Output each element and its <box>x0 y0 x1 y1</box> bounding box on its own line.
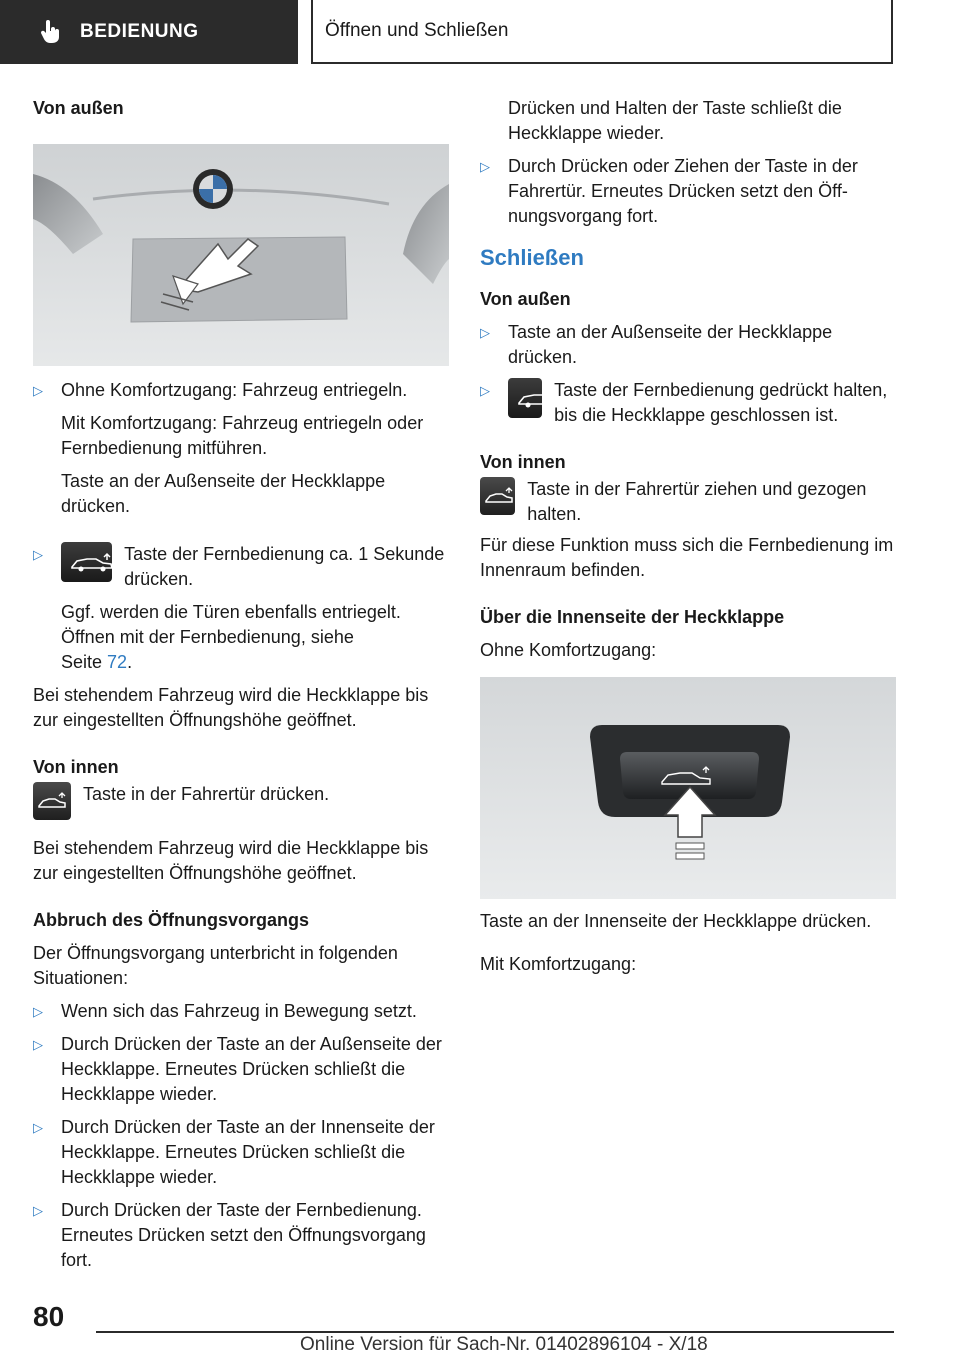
paragraph: Ohne Komfortzugang: <box>480 640 657 660</box>
paragraph: Bei stehendem Fahrzeug wird die Heckklappe bis zur eingestellten Öffnungshöhe geöffnet. <box>33 685 429 730</box>
list-item <box>33 999 449 1024</box>
left-column <box>33 96 449 1273</box>
inner-button-row <box>480 477 896 527</box>
chapter-title: Öffnen und Schließen <box>325 20 509 41</box>
paragraph: Für diese Funktion muss sich die Fernbedienung im Innenraum befinden. <box>480 535 894 580</box>
triangle-bullet-icon: ▷ <box>33 1004 43 1019</box>
triangle-bullet-icon: ▷ <box>33 547 43 562</box>
inner-button-text: Taste in der Fahrertür ziehen und gezogen halten. <box>527 479 867 524</box>
list-item-text: Taste an der Außenseite der Heckklappe drücken. <box>508 322 833 367</box>
list-item <box>33 1198 449 1273</box>
list-item-subtext: Mit Komfortzugang: Fahrzeug entriegeln oder Fernbedienung mitführen. <box>61 413 424 458</box>
list-item-subtext: Taste an der Außenseite der Heckklappe drücken. <box>61 471 386 516</box>
list-item <box>33 1032 449 1107</box>
triangle-bullet-icon: ▷ <box>33 1203 43 1218</box>
inner-button-text: Taste in der Fahrertür drücken. <box>83 784 330 804</box>
list-item-text: Taste der Fernbedienung ca. 1 Sekunde drücken. <box>124 544 445 589</box>
triangle-bullet-icon: ▷ <box>33 1037 43 1052</box>
continued-text: Drücken und Halten der Taste schließt die Heckklappe wieder. <box>508 98 842 143</box>
triangle-bullet-icon: ▷ <box>480 159 490 174</box>
triangle-bullet-icon: ▷ <box>480 383 490 398</box>
list-item-text: Durch Drücken der Taste der Fernbedienung. Erneutes Drücken setzt den Öffnungsvorgang fort. <box>61 1200 426 1270</box>
page-number: 80 <box>33 1301 65 1332</box>
remote-note: Ggf. werden die Türen ebenfalls entriegelt. Öffnen mit der Fernbedienung, siehe Seite 72. <box>61 602 401 672</box>
hand-pointer-icon <box>40 20 62 44</box>
remote-tailgate-key-icon <box>508 378 542 418</box>
note-text: Ggf. werden die Türen ebenfalls entriegelt. Öffnen mit der Fernbedienung, siehe <box>61 602 401 647</box>
list-item-text: Wenn sich das Fahrzeug in Bewegung setzt. <box>61 1001 417 1021</box>
list-item-remote <box>33 542 449 675</box>
list-item-text: Durch Drücken oder Ziehen der Taste in der Fahrertür. Erneutes Drücken setzt den Öffnungsvorgang fort. <box>508 156 858 226</box>
triangle-bullet-icon: ▷ <box>33 383 43 398</box>
list-item <box>480 320 896 370</box>
remote-tailgate-key-icon <box>61 542 112 582</box>
list-item-text: Durch Drücken der Taste an der Innenseite der Heckklappe. Erneutes Drücken schließt die Heckklappe wieder. <box>61 1117 435 1187</box>
heading-von-aussen: Von außen <box>480 289 571 309</box>
section-title: BEDIENUNG <box>80 21 199 42</box>
right-column <box>480 96 896 977</box>
heading-von-aussen: Von außen <box>33 98 124 118</box>
list-item <box>480 154 896 229</box>
heading-von-innen: Von innen <box>480 452 566 472</box>
tailgate-inside-button-figure <box>480 677 896 899</box>
footer-online-version: Online Version für Sach-Nr. 01402896104 - X/18 <box>300 1334 708 1355</box>
list-item-text: Taste der Fernbedienung gedrückt halten, bis die Heckklappe geschlossen ist. <box>554 380 888 425</box>
page-link[interactable]: 72 <box>107 652 128 672</box>
triangle-bullet-icon: ▷ <box>33 1120 43 1135</box>
list-item-remote <box>480 378 896 428</box>
tailgate-door-button-icon <box>480 477 515 515</box>
tailgate-outside-figure <box>33 144 449 366</box>
paragraph: Mit Komfortzugang: <box>480 954 637 974</box>
paragraph: Bei stehendem Fahrzeug wird die Heckklappe bis zur eingestellten Öffnungshöhe geöffnet. <box>33 838 429 883</box>
list-item <box>33 1115 449 1190</box>
heading-schliessen: Schließen <box>480 245 584 270</box>
figure-caption: Taste an der Innenseite der Heckklappe drücken. <box>480 911 872 931</box>
footer-divider <box>96 1331 894 1333</box>
page-label: Seite <box>61 652 103 672</box>
heading-abbruch: Abbruch des Öffnungsvorgangs <box>33 910 310 930</box>
list-item-text: Durch Drücken der Taste an der Außenseite der Heckklappe. Erneutes Drücken schließt die Heckklappe wieder. <box>61 1034 442 1104</box>
inner-button-row <box>33 782 449 820</box>
chapter-tab <box>311 0 893 64</box>
heading-innenseite: Über die Innenseite der Heckklappe <box>480 607 785 627</box>
triangle-bullet-icon: ▷ <box>480 325 490 340</box>
paragraph: Der Öffnungsvorgang unterbricht in folgenden Situationen: <box>33 943 398 988</box>
heading-von-innen: Von innen <box>33 757 119 777</box>
tailgate-door-button-icon <box>33 782 71 820</box>
section-tab <box>0 0 298 64</box>
list-item-text: Ohne Komfortzugang: Fahrzeug entriegeln. <box>61 380 408 400</box>
list-item <box>33 378 449 519</box>
